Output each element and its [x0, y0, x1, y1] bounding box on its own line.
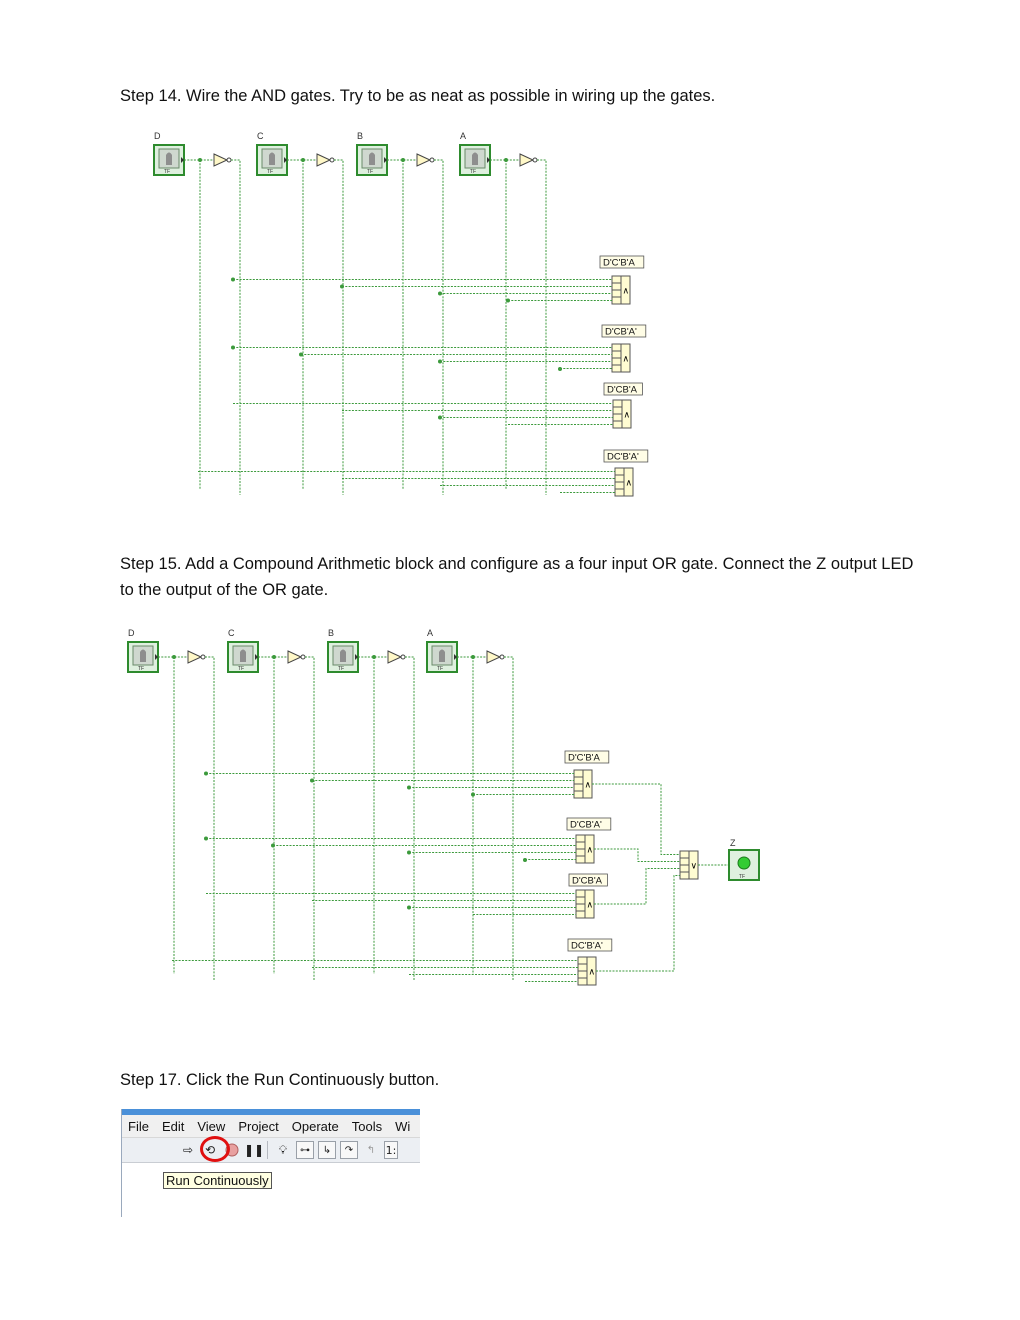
wire-junction	[407, 851, 411, 855]
wire-junction	[438, 292, 442, 296]
control-type-tag: TF	[138, 666, 145, 672]
control-type-tag: TF	[267, 169, 274, 175]
not-gate	[188, 651, 201, 663]
run-continuously-tooltip: Run Continuously	[163, 1172, 272, 1189]
control-type-tag: TF	[367, 169, 374, 175]
wire-junction	[299, 353, 303, 357]
indicator-type-tag: TF	[739, 874, 746, 880]
wire-junction	[471, 793, 475, 797]
highlight-execution-icon[interactable]: 💡︎	[278, 1142, 288, 1157]
control-type-tag: TF	[437, 666, 444, 672]
gate-label-1: D'CB'A'	[605, 326, 637, 338]
not-gate-bubble	[533, 158, 537, 162]
step-out-icon[interactable]: ↰	[366, 1144, 376, 1156]
step-15-text: Step 15. Add a Compound Arithmetic block and configure as a four input OR gate. Connect the Z output LED to the output of the OR gate.	[120, 555, 914, 599]
run-continuously-icon[interactable]: ⟲	[204, 1143, 216, 1157]
or-gate-diagram	[120, 620, 780, 1000]
wire-junction	[271, 844, 275, 848]
step-17-text: Step 17. Click the Run Continuously button.	[120, 1071, 440, 1089]
gate-symbol: ∧	[623, 410, 631, 421]
input-label-c: C	[228, 628, 235, 638]
step-into-icon[interactable]: ↳	[318, 1141, 336, 1159]
input-label-a: A	[460, 131, 467, 141]
menu-window[interactable]: Wi	[395, 1118, 411, 1134]
wire-junction	[438, 416, 442, 420]
wire-junction	[310, 779, 314, 783]
wire	[537, 160, 546, 495]
font-size-stub[interactable]: 1:	[384, 1141, 398, 1159]
input-label-d: D	[154, 131, 161, 141]
gate-label-0: D'C'B'A	[603, 257, 635, 269]
output-label-z: Z	[730, 838, 736, 848]
wire-junction	[204, 837, 208, 841]
run-arrow-icon[interactable]: ⇨	[182, 1143, 194, 1157]
input-label-a: A	[427, 628, 434, 638]
wire	[504, 657, 513, 980]
not-gate	[288, 651, 301, 663]
wire-junction	[407, 906, 411, 910]
menu-bar	[122, 1115, 420, 1138]
input-label-b: B	[357, 131, 364, 141]
toggle-switch-icon	[269, 153, 275, 166]
toggle-switch-icon	[240, 650, 246, 663]
wire	[305, 657, 314, 980]
wire	[334, 160, 343, 495]
wire-junction	[407, 786, 411, 790]
toggle-switch-icon	[439, 650, 445, 663]
gate-label-3: DC'B'A'	[607, 451, 639, 463]
control-type-tag: TF	[338, 666, 345, 672]
not-gate	[487, 651, 500, 663]
menu-edit[interactable]: Edit	[161, 1118, 185, 1134]
menu-tools[interactable]: Tools	[351, 1118, 383, 1134]
not-gate	[317, 154, 330, 166]
gate-symbol: ∧	[625, 478, 633, 489]
not-gate	[417, 154, 430, 166]
toggle-switch-icon	[472, 153, 478, 166]
wire	[405, 657, 414, 980]
wire-junction	[340, 285, 344, 289]
gate-symbol: ∧	[588, 967, 596, 978]
menu-file[interactable]: File	[128, 1118, 149, 1134]
control-type-tag: TF	[164, 169, 171, 175]
input-label-d: D	[128, 628, 135, 638]
toggle-switch-icon	[369, 153, 375, 166]
wire-junction	[231, 278, 235, 282]
toggle-switch-icon	[166, 153, 172, 166]
gate-symbol: ∧	[586, 845, 594, 856]
not-gate-bubble	[401, 655, 405, 659]
wire	[594, 849, 680, 862]
retain-wire-values-icon[interactable]: ⊶	[296, 1141, 314, 1159]
gate-symbol: ∨	[690, 861, 698, 872]
not-gate-bubble	[430, 158, 434, 162]
menu-project[interactable]: Project	[238, 1118, 279, 1134]
control-type-tag: TF	[470, 169, 477, 175]
abort-icon[interactable]	[223, 1141, 241, 1159]
step-14-text: Step 14. Wire the AND gates. Try to be as neat as possible in wiring up the gates.	[120, 87, 716, 105]
toolbar	[122, 1138, 420, 1163]
wire-junction	[438, 360, 442, 364]
wire-junction	[506, 299, 510, 303]
gate-symbol: ∧	[584, 780, 592, 791]
not-gate-bubble	[227, 158, 231, 162]
wire-junction	[231, 346, 235, 350]
and-gates-diagram	[120, 125, 680, 525]
not-gate-bubble	[500, 655, 504, 659]
menu-operate[interactable]: Operate	[291, 1118, 339, 1134]
not-gate	[214, 154, 227, 166]
wire-junction	[523, 858, 527, 862]
wire	[231, 160, 240, 495]
wire	[205, 657, 214, 980]
gate-label-3: DC'B'A'	[571, 940, 603, 952]
wire-junction	[558, 367, 562, 371]
control-type-tag: TF	[238, 666, 245, 672]
not-gate	[520, 154, 533, 166]
toggle-switch-icon	[140, 650, 146, 663]
step-over-icon[interactable]: ↷	[340, 1141, 358, 1159]
gate-label-1: D'CB'A'	[570, 819, 602, 831]
toolbar-separator	[267, 1141, 270, 1159]
led-icon	[738, 857, 750, 869]
wire	[596, 876, 680, 972]
input-label-b: B	[328, 628, 335, 638]
pause-icon[interactable]: ❚❚	[243, 1143, 265, 1157]
input-label-c: C	[257, 131, 264, 141]
gate-symbol: ∧	[622, 354, 630, 365]
gate-symbol: ∧	[622, 286, 630, 297]
not-gate-bubble	[201, 655, 205, 659]
not-gate	[388, 651, 401, 663]
wire-junction	[204, 772, 208, 776]
gate-label-0: D'C'B'A	[568, 752, 600, 764]
not-gate-bubble	[330, 158, 334, 162]
toggle-switch-icon	[340, 650, 346, 663]
gate-label-2: D'CB'A	[607, 384, 638, 396]
not-gate-bubble	[301, 655, 305, 659]
menu-view[interactable]: View	[197, 1118, 226, 1134]
labview-window-excerpt	[121, 1109, 420, 1217]
wire	[434, 160, 443, 495]
gate-symbol: ∧	[586, 900, 594, 911]
gate-label-2: D'CB'A	[572, 875, 603, 887]
